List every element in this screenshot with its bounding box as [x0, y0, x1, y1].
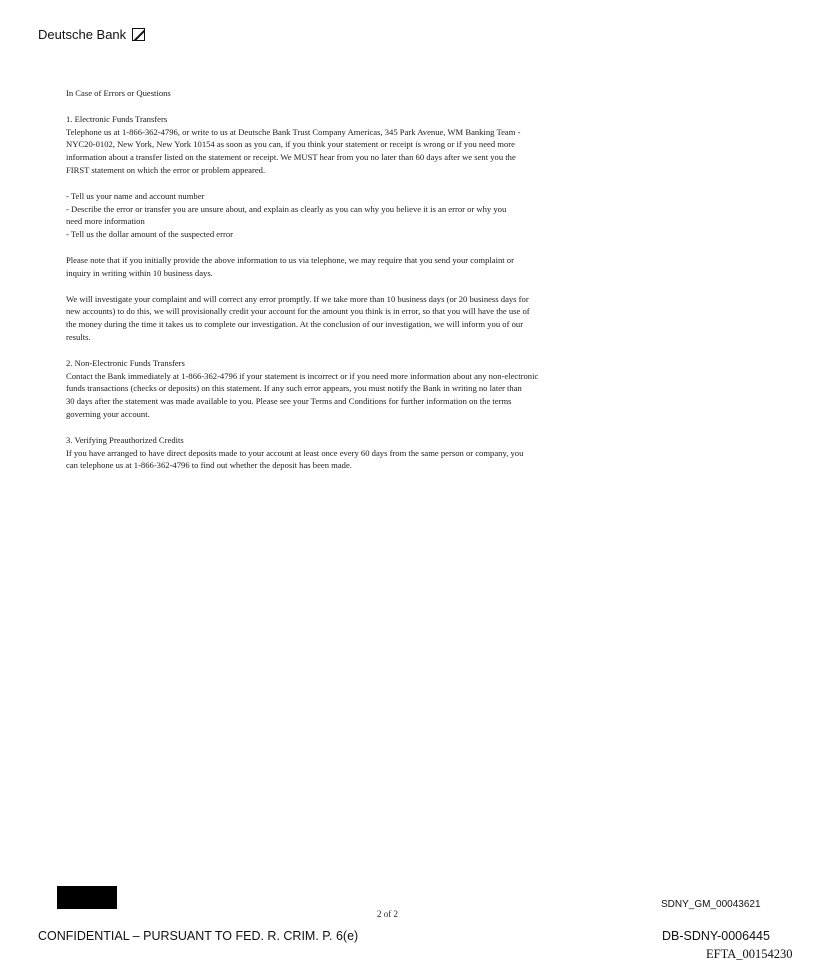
deutsche-bank-logo-icon — [132, 28, 145, 41]
section-preauthorized-credits — [66, 434, 640, 472]
section-title: 3. Verifying Preauthorized Credits — [66, 434, 184, 445]
section-title: 2. Non-Electronic Funds Transfers — [66, 357, 185, 368]
notice-heading: In Case of Errors or Questions — [66, 88, 171, 98]
paragraph-line: Please note that if you initially provide the above information to us via telephone, we may require that you send your complaint or — [66, 254, 514, 265]
paragraph-line: governing your account. — [66, 408, 150, 419]
section-electronic-transfers — [66, 113, 640, 177]
telephone-note — [66, 254, 640, 280]
paragraph-line: If you have arranged to have direct deposits made to your account at least once every 60 days from the same person or company, you — [66, 447, 524, 458]
paragraph-line: 30 days after the statement was made available to you. Please see your Terms and Conditions for further information on the terms — [66, 396, 512, 407]
paragraph-line: FIRST statement on which the error or problem appeared. — [66, 164, 266, 175]
paragraph-line: We will investigate your complaint and will correct any error promptly. If we take more than 10 business days (or 20 business days for — [66, 293, 529, 304]
paragraph-line: new accounts) to do this, we will provisionally credit your account for the amount you think is in error, so that you will have the use of — [66, 306, 530, 317]
paragraph-line: funds transactions (checks or deposits) on this statement. If any such error appears, you must notify the Bank in writing no later than — [66, 383, 522, 394]
paragraph-line: results. — [66, 331, 91, 342]
bank-logo — [38, 27, 145, 42]
paragraph-line: the money during the time it takes us to complete our investigation. At the conclusion of our investigation, we will inform you of our — [66, 319, 524, 330]
list-item: - Tell us your name and account number — [66, 190, 205, 201]
paragraph-line: Contact the Bank immediately at 1-866-362-4796 if your statement is incorrect or if you need more information about any non-electronic — [66, 370, 539, 381]
paragraph-line: information about a transfer listed on the statement or receipt. We MUST hear from you no later than 60 days after we sent you the — [66, 152, 516, 163]
paragraph-line: inquiry in writing within 10 business days. — [66, 267, 213, 278]
confidentiality-notice: CONFIDENTIAL – PURSUANT TO FED. R. CRIM. P. 6(e) — [38, 929, 359, 943]
bank-name: Deutsche Bank — [38, 27, 127, 42]
efta-number: EFTA_00154230 — [706, 947, 793, 961]
list-item: need more information — [66, 216, 145, 227]
db-bates-number: DB-SDNY-0006445 — [662, 929, 770, 943]
sdny-bates-number: SDNY_GM_00043621 — [661, 899, 761, 910]
investigation-paragraph — [66, 293, 640, 344]
section-non-electronic-transfers — [66, 357, 640, 421]
list-item: - Tell us the dollar amount of the suspected error — [66, 229, 234, 240]
statement-notice — [66, 87, 640, 485]
paragraph-line: Telephone us at 1-866-362-4796, or write to us at Deutsche Bank Trust Company Americas, 345 Park Avenue, WM Banking Team - — [66, 126, 521, 137]
list-item: - Describe the error or transfer you are unsure about, and explain as clearly as you can why you believe it is an error or why you — [66, 203, 507, 214]
page-number: 2 of 2 — [377, 909, 398, 919]
section-title: 1. Electronic Funds Transfers — [66, 113, 168, 124]
redaction-box — [57, 886, 117, 909]
paragraph-line: can telephone us at 1-866-362-4796 to find out whether the deposit has been made. — [66, 460, 352, 471]
paragraph-line: NYC20-0102, New York, New York 10154 as soon as you can, if you think your statement or receipt is wrong or if you need more — [66, 139, 515, 150]
instructions-list — [66, 190, 640, 241]
